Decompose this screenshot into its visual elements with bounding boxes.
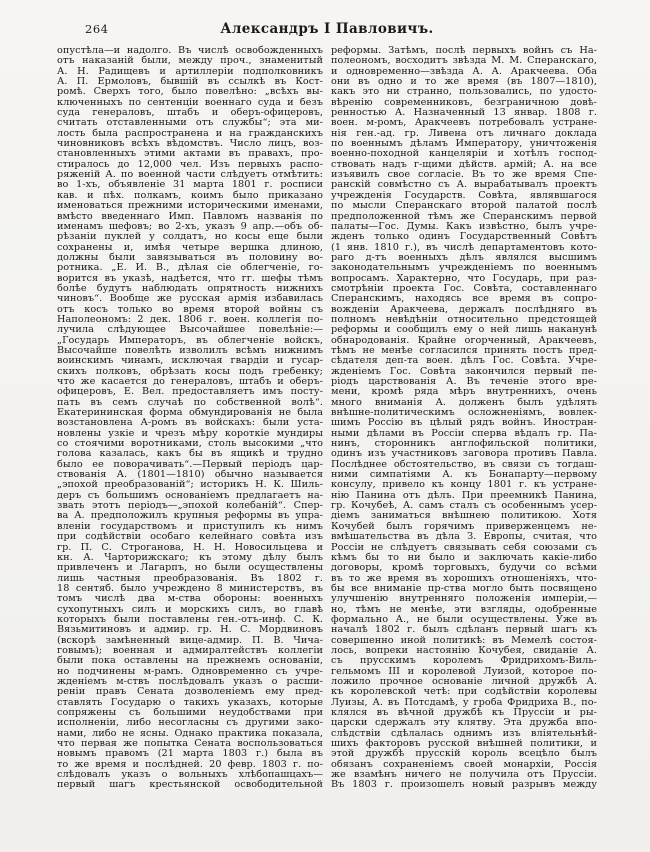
text-line: ворится въ указѣ, надѣется, что гг. шефы тѣмъ <box>57 272 323 284</box>
text-line: Екатерининская форма обмундированія не была <box>57 407 323 419</box>
text-line: жденіемъ Гос. Совѣта закончился первый пе- <box>331 365 597 377</box>
text-line: первый шагъ крестьянской освободительной <box>57 779 323 791</box>
text-line: полномъ невѣдѣніи относительно предстоящей <box>331 313 597 325</box>
text-line: одинъ изъ участниковъ заговора противъ Павла. <box>331 448 597 460</box>
text-line: царски сдержалъ эту клятву. Эта дружба впо- <box>331 717 597 729</box>
text-line: были пока оставлены на прежнемъ основаніи, <box>57 655 323 667</box>
text-line: говымъ); военная и адмиралтействъ коллегіи <box>57 644 323 656</box>
text-line: обязанъ сохраненіемъ своей монархіи, Россія <box>331 758 597 770</box>
text-line: (вскорѣ замѣненный вице-адмир. П. В. Чича- <box>57 634 323 646</box>
text-line: со стоячими воротниками, столь высокими „что <box>57 438 323 450</box>
text-line: много вниманія А. долженъ былъ удѣлять <box>331 396 597 408</box>
text-line: новлены узкіе и чрезъ мѣру короткіе мундиры <box>57 427 323 439</box>
text-line: болѣе будутъ наблюдать опрятность нижнихъ <box>57 282 323 294</box>
text-line: ранскій совмѣстно съ А. вырабатывалъ проектъ <box>331 179 597 191</box>
text-line: что первая же попытка Сената воспользоваться <box>57 738 323 750</box>
text-line: что же касается до генераловъ, штабъ и оберъ- <box>57 376 323 387</box>
text-line: „эпохой преобразованій“; историкъ Н. К. Шиль- <box>57 479 323 491</box>
text-line: новымъ правомъ (21 марта 1803 г.) была въ <box>57 748 323 760</box>
text-line: Сперанскимъ, находясь все время въ сопро- <box>331 293 597 305</box>
text-line: они въ одно и то же время (въ 1807—1810), <box>331 76 597 88</box>
page-number: 264 <box>85 22 109 36</box>
text-line: Вязьмитиновъ и адмир. гр. Н. С. Мордвиновъ <box>57 624 323 636</box>
text-line: ва А. предположилъ крупныя реформы въ упра- <box>57 510 323 522</box>
text-line: лось, вопреки настоянію Кочубея, свиданіе А. <box>331 644 597 656</box>
text-line: офицеровъ, Е. Вел. предоставляетъ имъ посту- <box>57 386 323 398</box>
text-line: Въ 1803 г. произошелъ новый разрывъ между <box>331 779 597 791</box>
text-line: отъ наказаній были, между проч., знаменитый <box>57 55 323 67</box>
text-line: томъ числѣ два м-ства обороны: военныхъ <box>57 593 323 605</box>
text-line: началѣ 1802 г. былъ сдѣланъ первый шагъ къ <box>331 624 597 636</box>
text-line: бы все вниманіе пр-ства могло быть посвящено <box>331 582 597 594</box>
text-line: реформы. Затѣмъ, послѣ первыхъ войнъ съ На- <box>331 45 597 56</box>
text-line: кн. А. Чарторижскаго; къ этому дѣлу былъ <box>57 551 323 563</box>
text-line: ріодъ царствованія А. Въ теченіе этого вре- <box>331 376 597 387</box>
text-line: слѣдовалъ указъ о вольныхъ хлѣбопашцахъ— <box>57 769 323 781</box>
text-line: по военнымъ дѣламъ Императору, уничтоженія <box>331 138 597 150</box>
text-line: реніи правъ Сената дозволеніемъ ему пред- <box>57 686 323 698</box>
text-line: гр. П. С. Строганова, Н. Н. Новосильцева и <box>57 541 323 553</box>
text-line: жденіемъ м-ствъ послѣдовалъ указъ о расши- <box>57 675 323 687</box>
text-line: пать въ семъ случаѣ по собственной волѣ“. <box>57 396 323 408</box>
text-line: ключенныхъ по сентенціи военнаго суда и безъ <box>57 96 323 108</box>
text-line: нинъ, сторонникъ англофильской политики, <box>331 438 597 450</box>
text-line: лость была распространена и на гражданскихъ <box>57 127 323 139</box>
text-line: раго д-тъ военныхъ дѣлъ являлся высшимъ <box>331 251 597 263</box>
text-columns <box>57 46 597 791</box>
text-line: кѣмъ бы то ни было и заключать какіе-либо <box>331 551 597 563</box>
text-line: Послѣднее обстоятельство, въ связи съ тогдаш- <box>331 458 597 470</box>
text-line: считать отставленными отъ службы“; эта ми- <box>57 117 323 129</box>
text-line: вленіи государствомъ и приступилъ къ нимъ <box>57 520 323 532</box>
text-line: сѣдателя деп-та воен. дѣлъ Гос. Совѣта. Учре- <box>331 355 597 367</box>
text-line: „Государь Императоръ, въ облегченіе войскъ, <box>57 334 323 346</box>
text-line: кав. и пѣх. полкамъ, коимъ было приказано <box>57 189 323 201</box>
text-line: во 1-хъ, объявленіе 31 марта 1801 г. росписи <box>57 179 323 191</box>
text-line: рѣзаніи пуклей у солдатъ, но косы еще были <box>57 231 323 243</box>
text-line: жденъ только одинъ Государственный Совѣтъ <box>331 231 597 243</box>
text-line: лучила слѣдующее Высочайшее повелѣніе:— <box>57 324 323 336</box>
text-line: военно-походной канцеляріи и хотѣлъ господ- <box>331 148 597 160</box>
text-line: именамъ шефовъ; во 2-хъ, указъ 9 апр.—объ об- <box>57 220 323 232</box>
text-line: нію Панина отъ дѣлъ. При преемникѣ Панина, <box>331 489 597 501</box>
text-line: изъявилъ свое согласіе. Въ то же время Спе- <box>331 169 597 181</box>
text-line: и одновременно—звѣзда А. А. Аракчеева. Оба <box>331 65 597 77</box>
text-line: именоваться прежними историческими именами, <box>57 200 323 212</box>
text-line: нія ген.-ад. гр. Ливена отъ личнаго доклада <box>331 127 597 139</box>
text-line: къ королевской четѣ: при содѣйствіи королевы <box>331 686 597 698</box>
text-line: сухопутныхъ силъ и морскихъ силъ, во главѣ <box>57 603 323 615</box>
text-line: воинскимъ чинамъ, исключая гвардіи и гусар- <box>57 355 323 367</box>
text-line: ряженій А. по военной части слѣдуетъ отмѣтить: <box>57 169 323 181</box>
text-line: сохранены и, имѣя четыре вершка длиною, <box>57 241 323 253</box>
text-line: ними симпатіями А. къ Бонапарту—первому <box>331 469 597 481</box>
text-line: опустѣла—и надолго. Въ числѣ освобожденныхъ <box>57 45 323 56</box>
text-line: Высочайше повелѣть изволилъ всѣмъ нижнимъ <box>57 344 323 356</box>
text-line: ствовать надъ г-щими дѣйств. армій; А. на все <box>331 158 597 170</box>
text-line: мени, кромѣ ряда мѣръ внутреннихъ, очень <box>331 386 597 398</box>
page-header <box>57 22 597 38</box>
text-line: слѣдствіи сдѣлалась однимъ изъ вліятельнѣй- <box>331 727 597 739</box>
text-line: законодательнымъ учрежденіемъ по военнымъ <box>331 262 597 274</box>
text-line: лишь частныя преобразованія. Въ 1802 г. <box>57 572 323 584</box>
text-line: А. П. Ермоловъ, бывшій въ ссылкѣ въ Кост- <box>57 76 323 88</box>
text-line: какъ это ни странно, пользовались, по удосто- <box>331 86 597 98</box>
page-title: Александръ I Павловичъ. <box>220 21 434 37</box>
text-line: вопросамъ. Характерно, что Государь, при раз- <box>331 272 597 284</box>
text-line: Россіи не слѣдуетъ связывать себя союзами съ <box>331 541 597 553</box>
text-line: привлеченъ и Лагарпъ, но были осуществлены <box>57 562 323 574</box>
text-line: ренностью А. Назначенный 13 январ. 1808 г. <box>331 107 597 119</box>
text-line: ротника. „Е. И. В., дѣлая сіе облегченіе, го- <box>57 262 323 274</box>
text-line: гр. Кочубеѣ, А. самъ сталъ съ особеннымъ усер- <box>331 500 597 512</box>
text-line: этой дружбѣ прусскій король всецѣло былъ <box>331 748 597 760</box>
text-line: должны были завязываться въ половину во- <box>57 251 323 263</box>
text-line: А. Н. Радищевъ и артиллеріи подполковникъ <box>57 65 323 77</box>
text-line: Наполеономъ: 2 дек. 1806 г. воен. коллегія по- <box>57 313 323 325</box>
column-right <box>331 46 597 791</box>
text-line: внѣшне-политическимъ осложненіямъ, вовлек- <box>331 407 597 419</box>
text-line: клялся въ вѣчной дружбѣ къ Пруссіи и ры- <box>331 707 597 718</box>
text-line: но, тѣмъ не менѣе, эти взгляды, одобренные <box>331 603 597 615</box>
text-line: вмѣсто введеннаго Имп. Павломъ названія по <box>57 210 323 222</box>
text-line: сопряжены съ большими неудобствами при <box>57 707 323 718</box>
text-line: формально А., не были осуществлены. Уже въ <box>331 613 597 625</box>
text-line: которыхъ были поставлены ген.-отъ-инф. С. К. <box>57 613 323 625</box>
column-left <box>57 46 323 791</box>
text-line: то же время и послѣдней. 20 февр. 1803 г. по- <box>57 758 323 770</box>
text-line: скихъ полковъ, обрѣзать косы подъ гребенку; <box>57 365 323 377</box>
text-line: деръ съ большимъ основаніемъ предлагаетъ на- <box>57 489 323 501</box>
text-line: при содѣйствіи особаго келейнаго совѣта изъ <box>57 531 323 543</box>
text-line: становленныхъ этими актами въ правахъ, про- <box>57 148 323 160</box>
text-line: вожденіи Аракчеева, держалъ послѣдняго въ <box>331 303 597 315</box>
text-line: въ то же время въ хорошихъ отношеніяхъ, что- <box>331 572 597 584</box>
text-line: 18 сентяб. было учреждено 8 министерствъ, въ <box>57 582 323 594</box>
text-line: смотрѣніи проекта Гос. Совѣта, составленнаго <box>331 282 597 294</box>
text-line: отъ косъ только во время второй войны съ <box>57 303 323 315</box>
text-line: полеономъ, восходитъ звѣзда М. М. Сперанскаго, <box>331 55 597 67</box>
text-line: вмѣшательства въ дѣла З. Европы, считая, что <box>331 531 597 543</box>
text-line: же взамѣнъ ничего не получила отъ Пруссіи. <box>331 769 597 781</box>
text-line: голова казалась, какъ бы въ ящикѣ и трудно <box>57 448 323 460</box>
text-line: по мысли Сперанскаго второй палатой послѣ <box>331 200 597 212</box>
text-line: учрежденія Государств. Совѣта, являвшагося <box>331 189 597 201</box>
text-line: Кочубей былъ горячимъ приверженцемъ не- <box>331 520 597 532</box>
text-line: было ее поворачивать“.—Первый періодъ цар- <box>57 458 323 470</box>
text-line: но подчинены м-рамъ. Одновременно съ учре- <box>57 665 323 677</box>
text-line: ствованія А. (1801—1810) обычно называется <box>57 469 323 481</box>
text-line: шимъ Россію въ цѣлый рядъ войнъ. Иностран- <box>331 417 597 429</box>
text-line: воен. м-ромъ, Аракчеевъ потребовалъ устране- <box>331 117 597 129</box>
text-line: палаты—Гос. Думы. Какъ извѣстно, былъ учре- <box>331 220 597 232</box>
text-line: ставлять Государю о такихъ указахъ, которые <box>57 696 323 708</box>
text-line: (1 янв. 1810 г.), въ числѣ департаментовъ кото- <box>331 241 597 253</box>
text-line: обнародованія. Крайне огорченный, Аракчеевъ, <box>331 334 597 346</box>
text-line: съ прусскимъ королемъ Фридрихомъ-Виль- <box>331 655 597 667</box>
text-line: ромѣ. Сверхъ того, было повелѣно: „всѣхъ вы- <box>57 86 323 98</box>
text-line: исполненіи, либо несогласны съ другими зако- <box>57 717 323 729</box>
text-line: ными дѣлами въ Россіи сперва вѣдалъ гр. Па- <box>331 427 597 439</box>
text-line: чиновъ“. Вообще же русская армія избавилась <box>57 293 323 305</box>
text-line: улучшенію внутренняго положенія имперіи,— <box>331 593 597 605</box>
text-line: договоры, кромѣ торговыхъ, будучи со всѣми <box>331 562 597 574</box>
text-line: шихъ факторовъ русской внѣшней политики, и <box>331 738 597 750</box>
text-line: предположенной тѣмъ же Сперанскимъ первой <box>331 210 597 222</box>
text-line: чиновниковъ всѣхъ вѣдомствъ. Число лицъ, воз- <box>57 138 323 150</box>
text-line: гельмомъ III и королевой Луизой, которое по- <box>331 665 597 677</box>
text-line: тѣмъ не менѣе согласился принять постъ пред- <box>331 344 597 356</box>
text-line: вѣренію современниковъ, безграничною довѣ- <box>331 96 597 108</box>
text-line: возстановлена А-ромъ въ войскахъ: были уста- <box>57 417 323 429</box>
text-line: консулу, привело къ концу 1801 г. къ устране- <box>331 479 597 491</box>
text-line: звать этотъ періодъ—„эпохой колебаній“. Спер- <box>57 500 323 512</box>
text-line: нами, либо не ясны. Однако практика показала, <box>57 727 323 739</box>
text-line: совершенно иной политикѣ: въ Мемелѣ состоя- <box>331 634 597 646</box>
text-line: Луизы, А. въ Потсдамѣ, у гроба Фридриха В., по- <box>331 696 597 708</box>
text-line: стиралось до 12,000 чел. Изъ первыхъ распо- <box>57 158 323 170</box>
text-line: ложило прочное основаніе личной дружбѣ А. <box>331 675 597 687</box>
text-line: діемъ заниматься внѣшнею политикою. Хотя <box>331 510 597 522</box>
text-line: реформы и сообщилъ ему о ней лишь наканунѣ <box>331 324 597 336</box>
text-line: суда генераловъ, штабъ и оберъ-офицеровъ, <box>57 107 323 119</box>
